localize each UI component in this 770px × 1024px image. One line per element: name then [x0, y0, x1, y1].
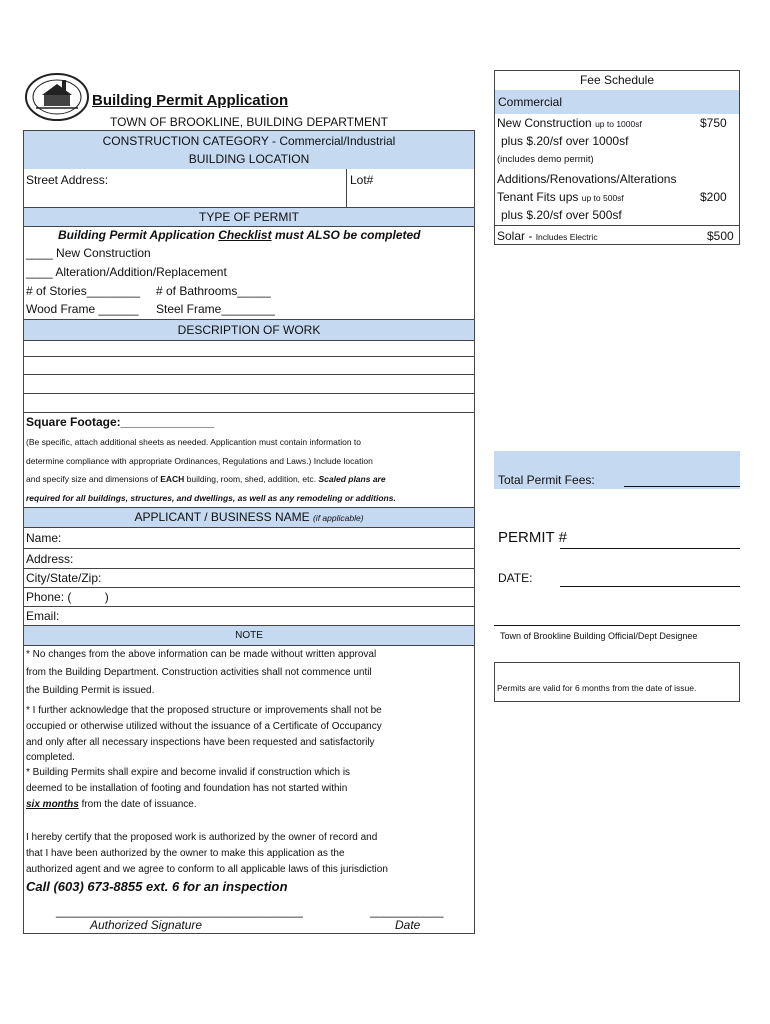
fee-additions: Additions/Renovations/Alterations: [497, 172, 677, 186]
applicant-phone-field[interactable]: Phone: ( ): [26, 590, 109, 604]
wood-frame-field[interactable]: Wood Frame ______: [26, 302, 139, 316]
total-fees-label: Total Permit Fees:: [498, 473, 595, 487]
commercial-header: Commercial: [495, 90, 739, 114]
date-label: Date: [395, 918, 421, 932]
steel-frame-field[interactable]: Steel Frame________: [156, 302, 275, 316]
department-subtitle: TOWN OF BROOKLINE, BUILDING DEPARTMENT: [109, 115, 389, 129]
description-note-2: determine compliance with appropriate Ordinances, Regulations and Laws.) Include location: [26, 456, 373, 466]
office-date-field[interactable]: [560, 586, 740, 587]
official-signature-field[interactable]: [494, 625, 740, 626]
fee-schedule-title: Fee Schedule: [579, 73, 655, 87]
signature-line[interactable]: _____________________________________: [56, 904, 303, 918]
fee-plus-1: plus $.20/sf over 1000sf: [501, 134, 629, 148]
form-title: Building Permit Application: [92, 92, 289, 109]
stories-field[interactable]: # of Stories________: [26, 284, 141, 298]
description-header: DESCRIPTION OF WORK: [24, 319, 474, 341]
note-text: * No changes from the above information can be made without written approval from the Building Department. Construction activities shall not commence until the Building Permit is issued. * I further acknowledge that the proposed structure or improvements shall not be occupied or otherwise utilized without the issuance of a Certificate of Occupancy and only after all necessary inspections have been requested and satisfactorily completed. * Building Permits shall expire and become invalid if construction which is deemed to be installation of footing and foundation has not started within six months from the date of issuance.: [26, 649, 382, 810]
applicant-city-field[interactable]: City/State/Zip:: [26, 571, 102, 585]
fee-new-construction: New Construction up to 1000sf: [497, 116, 642, 130]
fee-tenant: Tenant Fits ups up to 500sf: [497, 190, 624, 204]
official-label: Town of Brookline Building Official/Dept Designee: [500, 631, 698, 641]
fee-solar-amount: $500: [707, 229, 734, 243]
fee-plus-2: plus $.20/sf over 500sf: [501, 208, 622, 222]
description-field[interactable]: [24, 340, 474, 412]
inspection-call-text: Call (603) 673-8855 ext. 6 for an inspection: [26, 879, 288, 894]
description-note-3: and specify size and dimensions of EACH building, room, shed, addition, etc. Scaled plans are: [26, 474, 386, 484]
description-note-1: (Be specific, attach additional sheets as needed. Applicantion must contain information to: [26, 437, 362, 447]
checklist-link[interactable]: Checklist: [218, 228, 272, 242]
applicant-header: APPLICANT / BUSINESS NAME (if applicable): [24, 507, 474, 528]
fee-demo-note: (includes demo permit): [497, 154, 594, 165]
office-date-label: DATE:: [498, 571, 533, 585]
street-address-label: Street Address:: [26, 173, 109, 187]
applicant-name-field[interactable]: Name:: [26, 531, 62, 545]
applicant-address-field[interactable]: Address:: [26, 552, 74, 566]
type-of-permit-header: TYPE OF PERMIT: [24, 207, 474, 227]
validity-text: Permits are valid for 6 months from the date of issue.: [497, 683, 697, 693]
bathrooms-field[interactable]: # of Bathrooms_____: [156, 284, 271, 298]
fee-tenant-amount: $200: [700, 190, 727, 204]
description-note-4: required for all buildings, structures, and dwellings, as well as any remodeling or additions.: [26, 493, 396, 503]
square-footage-field[interactable]: Square Footage:______________: [26, 415, 215, 429]
permit-number-field[interactable]: [560, 548, 740, 549]
lot-label: Lot#: [350, 173, 374, 187]
note-header: NOTE: [24, 625, 474, 646]
new-construction-option[interactable]: ____ New Construction: [26, 246, 151, 260]
fee-solar: Solar - Includes Electric: [497, 229, 598, 243]
date-line[interactable]: ___________: [370, 904, 444, 918]
permit-number-label: PERMIT #: [498, 529, 567, 546]
applicant-email-field[interactable]: Email:: [26, 609, 60, 623]
total-fees-field[interactable]: [624, 486, 740, 487]
alteration-option[interactable]: ____ Alteration/Addition/Replacement: [26, 265, 227, 279]
construction-category-header: CONSTRUCTION CATEGORY - Commercial/Industrial BUILDING LOCATION: [24, 131, 474, 169]
signature-label: Authorized Signature: [90, 918, 203, 932]
certification-text: I hereby certify that the proposed work is authorized by the owner of record and that I have been authorized by the owner to make this application as the authorized agent and we agree to conform to all applicable laws of this jurisdiction: [26, 832, 388, 875]
fee-new-construction-amount: $750: [700, 116, 727, 130]
street-address-field[interactable]: [120, 171, 340, 201]
lot-field[interactable]: [380, 171, 470, 201]
checklist-instruction: Building Permit Application Checklist must ALSO be completed: [58, 228, 421, 242]
